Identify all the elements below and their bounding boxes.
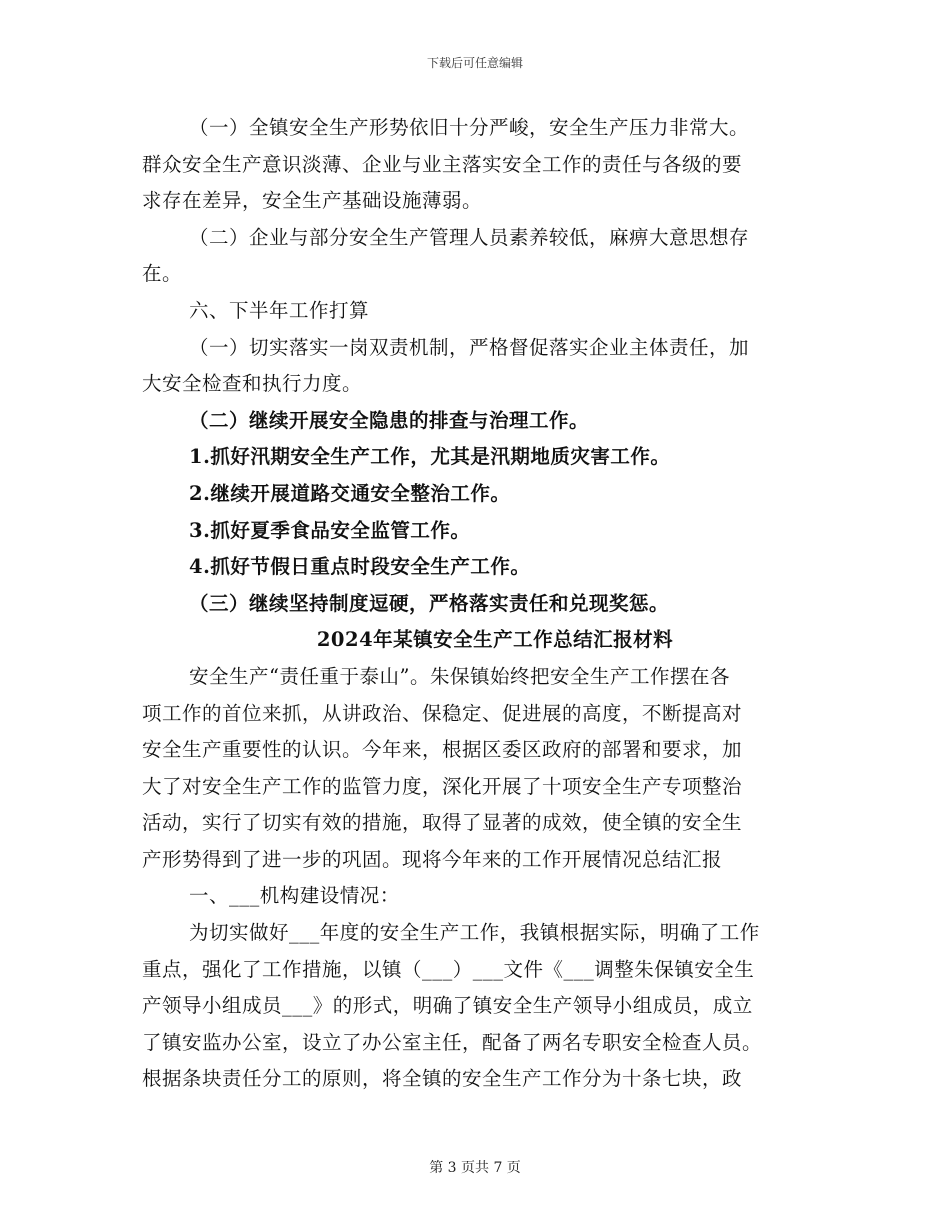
bold-item: （三）继续坚持制度逗硬，严格落实责任和兑现奖惩。: [189, 591, 670, 615]
body-line: （一）切实落实一岗双责机制，严格督促落实企业主体责任，加: [189, 335, 750, 359]
body-line: （一）全镇安全生产形势依旧十分严峻，安全生产压力非常大。: [189, 116, 750, 139]
body-line: 求存在差异，安全生产基础设施薄弱。: [142, 189, 483, 213]
bold-item: 2.继续开展道路交通安全整治工作。: [189, 481, 511, 505]
body-line: 大了对安全生产工作的监管力度，深化开展了十项安全生产专项整治: [142, 774, 743, 798]
body-line: （二）企业与部分安全生产管理人员素养较低，麻痹大意思想存: [189, 225, 750, 249]
body-line: 重点，强化了工作措施，以镇（___）___文件《___调整朱保镇安全生: [142, 957, 755, 981]
document-body: [142, 110, 808, 1098]
bold-item: 4.抓好节假日重点时段安全生产工作。: [189, 555, 531, 579]
body-line: 安全生产重要性的认识。今年来，根据区委区政府的部署和要求，加: [142, 738, 743, 762]
body-line: 产领导小组成员___》的形式，明确了镇安全生产领导小组成员，成立: [142, 994, 753, 1018]
bold-item: 1.抓好汛期安全生产工作，尤其是汛期地质灾害工作。: [189, 445, 671, 469]
section-heading: 一、___机构建设情况：: [189, 884, 400, 908]
document-title: 2024年某镇安全生产工作总结汇报材料: [316, 628, 674, 652]
body-line: 了镇安监办公室，设立了办公室主任，配备了两名专职安全检查人员。: [142, 1030, 763, 1054]
body-line: 在。: [142, 262, 183, 286]
body-line: 活动，实行了切实有效的措施，取得了显著的成效，使全镇的安全生: [142, 811, 743, 835]
body-line: 安全生产“责任重于泰山”。朱保镇始终把安全生产工作摆在各: [189, 664, 730, 688]
bold-item: 3.抓好夏季食品安全监管工作。: [189, 518, 471, 542]
body-line: 群众安全生产意识淡薄、企业与业主落实安全工作的责任与各级的要: [142, 152, 743, 176]
bold-item: （二）继续开展安全隐患的排查与治理工作。: [189, 408, 590, 432]
page-header: 下载后可任意编辑: [426, 56, 523, 70]
section-heading: 六、下半年工作打算: [189, 298, 370, 322]
page-footer: 第 3 页共 7 页: [429, 1160, 521, 1176]
body-line: 项工作的首位来抓，从讲政治、保稳定、促进展的高度，不断提高对: [142, 701, 743, 725]
body-line: 产形势得到了进一步的巩固。现将今年来的工作开展情况总结汇报: [142, 847, 723, 871]
body-line: 根据条块责任分工的原则，将全镇的安全生产工作分为十条七块，政: [142, 1067, 743, 1091]
body-line: 大安全检查和执行力度。: [142, 372, 363, 396]
body-line: 为切实做好___年度的安全生产工作，我镇根据实际，明确了工作: [189, 921, 760, 945]
